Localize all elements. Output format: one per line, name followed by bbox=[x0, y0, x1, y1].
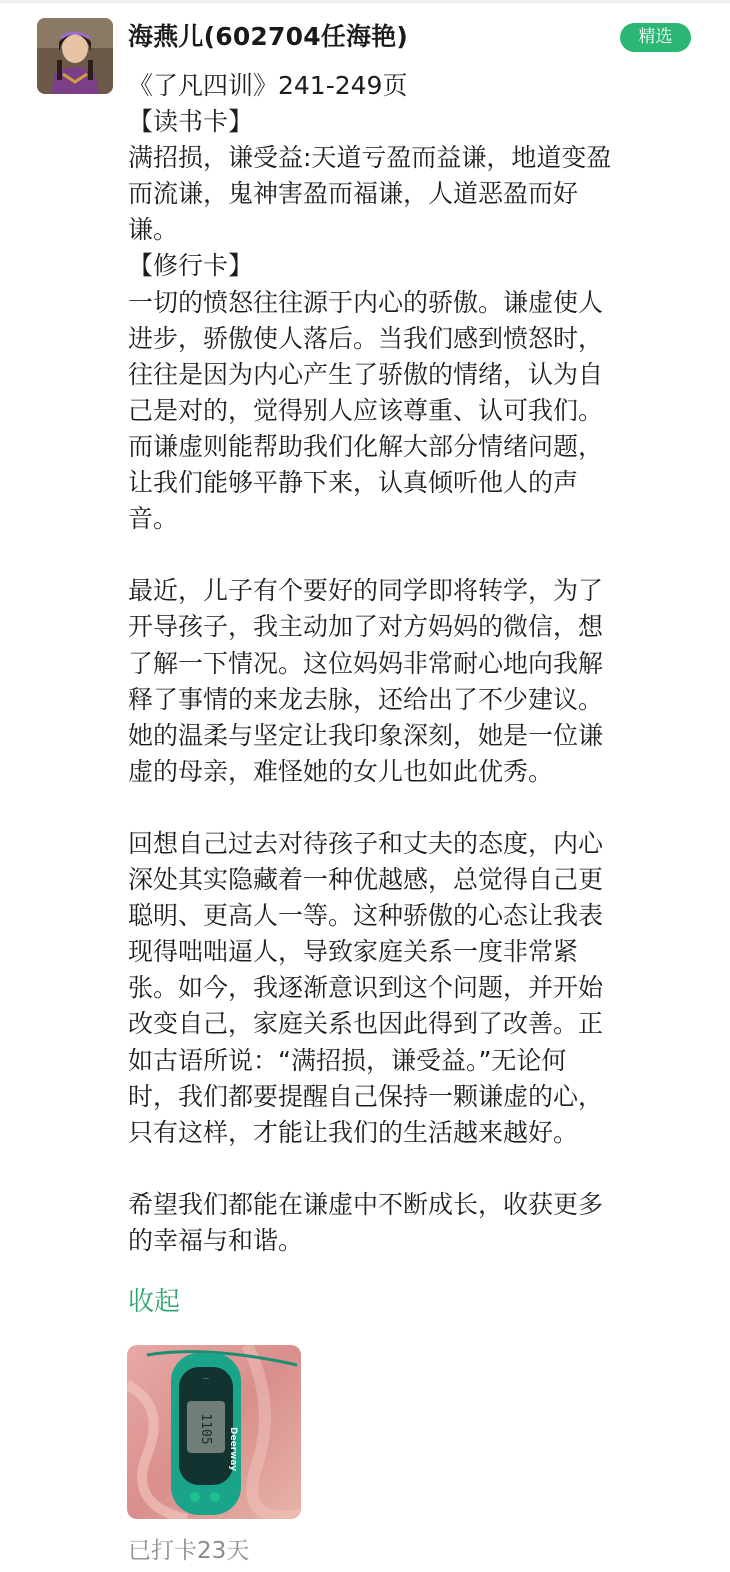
post-text-line: 回想自己过去对待孩子和丈夫的态度，内心 bbox=[128, 828, 604, 858]
post-text-line: 张。如今，我逐渐意识到这个问题，并开始 bbox=[128, 973, 604, 1003]
post-text-line: 一切的愤怒往往源于内心的骄傲。谦虚使人 bbox=[128, 287, 604, 317]
author-name[interactable]: 海燕儿(602704任海艳) bbox=[128, 22, 409, 51]
post-text-line: 而谦虚则能帮助我们化解大部分情绪问题， bbox=[128, 431, 604, 461]
post-text-line: 开导孩子，我主动加了对方妈妈的微信，想 bbox=[128, 612, 604, 642]
top-divider bbox=[0, 0, 730, 3]
photo-brand-text: Deerway bbox=[228, 1427, 238, 1472]
post-text-line: 改变自己，家庭关系也因此得到了改善。正 bbox=[128, 1009, 604, 1039]
blank-line bbox=[128, 790, 698, 826]
post-text-line: 如古语所说：“满招损，谦受益。”无论何 bbox=[128, 1045, 567, 1075]
post-text-line: 音。 bbox=[128, 504, 179, 534]
post-text-line: 《了凡四训》241-249页 bbox=[128, 71, 408, 100]
svg-text:1105: 1105 bbox=[198, 1413, 213, 1445]
post-text-line: 聪明、更高人一等。这种骄傲的心态让我表 bbox=[128, 901, 604, 931]
collapse-link[interactable]: 收起 bbox=[128, 1287, 181, 1317]
photo-thumbnail bbox=[127, 1345, 301, 1519]
post-text-line: 己是对的，觉得别人应该尊重、认可我们。 bbox=[128, 395, 604, 425]
post-text-line: 现得咄咄逼人，导致家庭关系一度非常紧 bbox=[128, 937, 579, 967]
post-text-line: 而流谦，鬼神害盈而福谦，人道恶盈而好 bbox=[128, 179, 579, 209]
post-text-line: 让我们能够平静下来，认真倾听他人的声 bbox=[128, 468, 579, 498]
post-text-line: 虚的母亲，难怪她的女儿也如此优秀。 bbox=[128, 756, 554, 786]
svg-text:...: ... bbox=[203, 1374, 209, 1381]
post-text-line: 【修行卡】 bbox=[128, 251, 254, 281]
post-text-line: 满招损，谦受益:天道亏盈而益谦，地道变盈 bbox=[128, 143, 612, 173]
post-text-line: 往往是因为内心产生了骄傲的情绪，认为自 bbox=[128, 359, 604, 389]
blank-line bbox=[128, 537, 698, 573]
attached-photo[interactable] bbox=[127, 1345, 301, 1519]
post-text-line: 她的温柔与坚定让我印象深刻，她是一位谦 bbox=[128, 720, 604, 750]
post-text-line: 深处其实隐藏着一种优越感，总觉得自己更 bbox=[128, 865, 604, 895]
post-text-line: 【读书卡】 bbox=[128, 107, 254, 137]
post-text-line: 最近，儿子有个要好的同学即将转学，为了 bbox=[128, 576, 604, 606]
post-text-line: 了解一下情况。这位妈妈非常耐心地向我解 bbox=[128, 648, 604, 678]
post-body bbox=[128, 68, 698, 1259]
featured-badge: 精选 bbox=[620, 23, 691, 52]
post-text-line: 进步，骄傲使人落后。当我们感到愤怒时， bbox=[128, 323, 604, 353]
checkin-count: 已打卡23天 bbox=[128, 1538, 250, 1564]
avatar[interactable] bbox=[37, 18, 113, 94]
post-text-line: 释了事情的来龙去脉，还给出了不少建议。 bbox=[128, 684, 604, 714]
post-text-line: 的幸福与和谐。 bbox=[128, 1226, 304, 1255]
avatar-image bbox=[37, 18, 113, 94]
post-text-line: 时，我们都要提醒自己保持一颗谦虚的心， bbox=[128, 1081, 604, 1111]
post-text-line: 希望我们都能在谦虚中不断成长，收获更多 bbox=[128, 1189, 604, 1219]
blank-line bbox=[128, 1151, 698, 1187]
post-text-line: 谦。 bbox=[128, 215, 179, 245]
post-text-line: 只有这样，才能让我们的生活越来越好。 bbox=[128, 1117, 579, 1147]
